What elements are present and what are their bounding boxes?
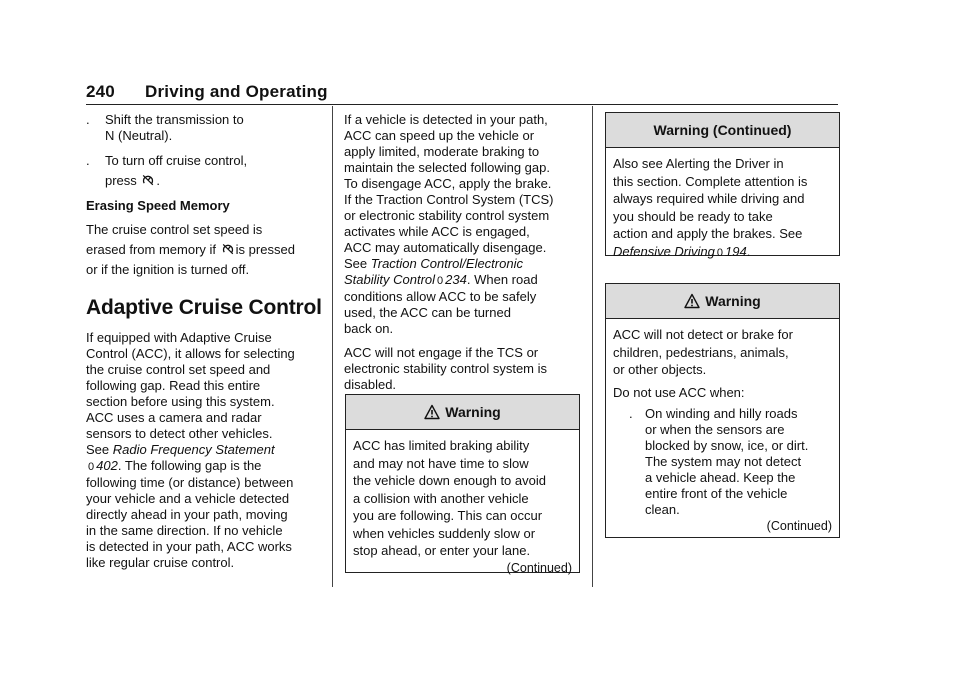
bullet-text-press <box>105 173 324 189</box>
paragraph-line: sensors to detect other vehicles. <box>86 426 273 441</box>
paragraph-line: like regular cruise control. <box>86 555 235 570</box>
paragraph-line <box>86 442 324 458</box>
link-stability-control[interactable]: Stability Control <box>344 272 436 287</box>
warning-body <box>346 430 579 583</box>
paragraph-line: maintain the selected following gap. <box>344 160 550 175</box>
link-page-194[interactable]: 194 <box>725 243 747 259</box>
subheading-erasing-speed-memory: Erasing Speed Memory <box>86 198 230 213</box>
warning-box-continued <box>605 112 840 259</box>
bullet-line: The system may not detect <box>645 454 802 469</box>
warning-title: Warning (Continued) <box>653 122 792 138</box>
paragraph-line: disabled. <box>344 377 397 392</box>
bullet-line: clean. <box>645 502 680 517</box>
bullet-shift-transmission <box>86 112 324 144</box>
paragraph-line: or electronic stability control system <box>344 208 550 223</box>
bullet-dot: . <box>629 406 633 421</box>
paragraph-line <box>86 458 324 475</box>
paragraph-line: is detected in your path, ACC works <box>86 539 292 554</box>
bullet-line: entire front of the vehicle <box>645 486 788 501</box>
warning-line: and may not have time to slow <box>353 455 529 471</box>
see-word: See <box>86 442 110 457</box>
paragraph-line: activates while ACC is engaged, <box>344 224 530 239</box>
paragraph-line: If a vehicle is detected in your path, <box>344 112 548 127</box>
bullet-text: Shift the transmission to <box>105 112 244 127</box>
warning-header <box>606 113 839 148</box>
cruise-off-icon <box>142 174 154 186</box>
paragraph-line: the cruise control set speed and <box>86 362 271 377</box>
press-end: . <box>156 173 161 188</box>
column-2 <box>344 112 580 393</box>
page-ref-arrow-icon: 0 <box>88 461 95 473</box>
paragraph-text: . The following gap is the <box>117 458 262 473</box>
press-word: press <box>105 173 137 188</box>
link-radio-frequency-statement[interactable]: Radio Frequency Statement <box>112 442 275 457</box>
paragraph-line: If the Traction Control System (TCS) <box>344 192 554 207</box>
warning-body <box>606 148 839 268</box>
page-header <box>86 82 838 106</box>
page-ref-arrow-icon: 0 <box>437 275 444 287</box>
link-page-234[interactable]: 234 <box>445 272 467 287</box>
warning-bullet <box>613 406 832 518</box>
acc-intro-paragraph <box>86 330 324 571</box>
link-alerting-the-driver[interactable]: Alerting the Driver <box>665 156 770 171</box>
warning-icon <box>424 404 440 420</box>
bullet-line: On winding and hilly roads <box>645 406 798 421</box>
warning-header <box>346 395 579 430</box>
warning-line: Do not use ACC when: <box>613 384 745 400</box>
warning-title: Warning <box>445 404 501 420</box>
column-1 <box>86 112 324 571</box>
warning-line: when vehicles suddenly slow or <box>353 525 536 541</box>
warning-line: a collision with another vehicle <box>353 490 529 506</box>
header-rule <box>86 104 838 105</box>
paragraph-line: If equipped with Adaptive Cruise <box>86 330 272 345</box>
paragraph-line: ACC uses a camera and radar <box>86 410 262 425</box>
warning-line: stop ahead, or enter your lane. <box>353 543 531 558</box>
acc-tcs-paragraph <box>344 345 580 393</box>
paragraph-text: . When road <box>466 272 538 287</box>
bullet-dot: . <box>86 112 90 127</box>
paragraph-line: following gap. Read this entire <box>86 378 261 393</box>
warning-body <box>606 319 839 542</box>
bullet-text: N (Neutral). <box>105 128 173 143</box>
warning-text: in <box>773 156 784 171</box>
section-heading-adaptive-cruise-control: Adaptive Cruise Control <box>86 296 322 319</box>
bullet-dot: . <box>86 153 90 168</box>
warning-line: action and apply the brakes. See <box>613 226 803 241</box>
paragraph-line: To disengage ACC, apply the brake. <box>344 176 552 191</box>
erase-text-part: is pressed <box>235 242 295 257</box>
warning-line <box>613 243 832 263</box>
warning-line: you should be ready to take <box>613 208 773 224</box>
bullet-text: To turn off cruise control, <box>105 153 248 168</box>
paragraph-line: your vehicle and a vehicle detected <box>86 491 290 506</box>
page-number: 240 <box>86 82 115 101</box>
paragraph-line: ACC can speed up the vehicle or <box>344 128 535 143</box>
continued-label: (Continued) <box>506 560 572 575</box>
paragraph-line: electronic stability control system is <box>344 361 548 376</box>
erase-text-line: The cruise control set speed is <box>86 222 263 237</box>
bullet-turn-off-cruise <box>86 153 324 189</box>
warning-header <box>606 284 839 319</box>
warning-box-detection <box>605 283 840 538</box>
page-ref-arrow-icon: 0 <box>716 246 723 259</box>
erase-text-part: erased from memory if <box>86 242 217 257</box>
acc-operation-paragraph <box>344 112 580 337</box>
warning-line: always required while driving and <box>613 191 805 206</box>
bullet-line: blocked by snow, ice, or dirt. <box>645 438 809 453</box>
warning-line: this section. Complete attention is <box>613 173 808 189</box>
warning-line: you are following. This can occur <box>353 508 543 523</box>
column-divider-left <box>332 106 333 587</box>
link-defensive-driving[interactable]: Defensive Driving <box>613 243 715 259</box>
column-divider-right <box>592 106 593 587</box>
paragraph-line: conditions allow ACC to be safely <box>344 289 537 304</box>
paragraph-line <box>344 272 580 289</box>
warning-text: . <box>746 243 751 259</box>
paragraph-line: Control (ACC), it allows for selecting <box>86 346 295 361</box>
warning-line: ACC will not detect or brake for <box>613 327 793 342</box>
paragraph-line <box>344 256 580 272</box>
paragraph-line: back on. <box>344 321 394 336</box>
bullet-line: or when the sensors are <box>645 422 785 437</box>
warning-box-braking <box>345 394 580 573</box>
warning-text: Also see <box>613 156 663 171</box>
continued-label: (Continued) <box>766 519 832 533</box>
bullet-line: a vehicle ahead. Keep the <box>645 470 796 485</box>
paragraph-line: used, the ACC can be turned <box>344 305 511 320</box>
warning-title: Warning <box>705 293 761 309</box>
warning-line: or other objects. <box>613 362 707 377</box>
paragraph-line: apply limited, moderate braking to <box>344 144 540 159</box>
warning-icon <box>684 293 700 309</box>
see-word: See <box>344 256 368 271</box>
warning-line: children, pedestrians, animals, <box>613 344 789 360</box>
erase-text-line <box>86 242 324 258</box>
paragraph-line: ACC will not engage if the TCS or <box>344 345 539 360</box>
warning-line <box>613 155 832 173</box>
chapter-title: Driving and Operating <box>145 82 328 101</box>
paragraph-line: section before using this system. <box>86 394 275 409</box>
paragraph-line: directly ahead in your path, moving <box>86 507 288 522</box>
paragraph-line: following time (or distance) between <box>86 475 294 490</box>
erase-text-line: or if the ignition is turned off. <box>86 262 250 277</box>
paragraph-line: ACC may automatically disengage. <box>344 240 547 255</box>
warning-line: ACC has limited braking ability <box>353 438 530 453</box>
link-page-402[interactable]: 402 <box>96 458 118 473</box>
paragraph-line: in the same direction. If no vehicle <box>86 523 283 538</box>
cruise-off-icon <box>222 243 234 255</box>
link-traction-control[interactable]: Traction Control/Electronic <box>370 256 523 271</box>
warning-line: the vehicle down enough to avoid <box>353 473 546 488</box>
